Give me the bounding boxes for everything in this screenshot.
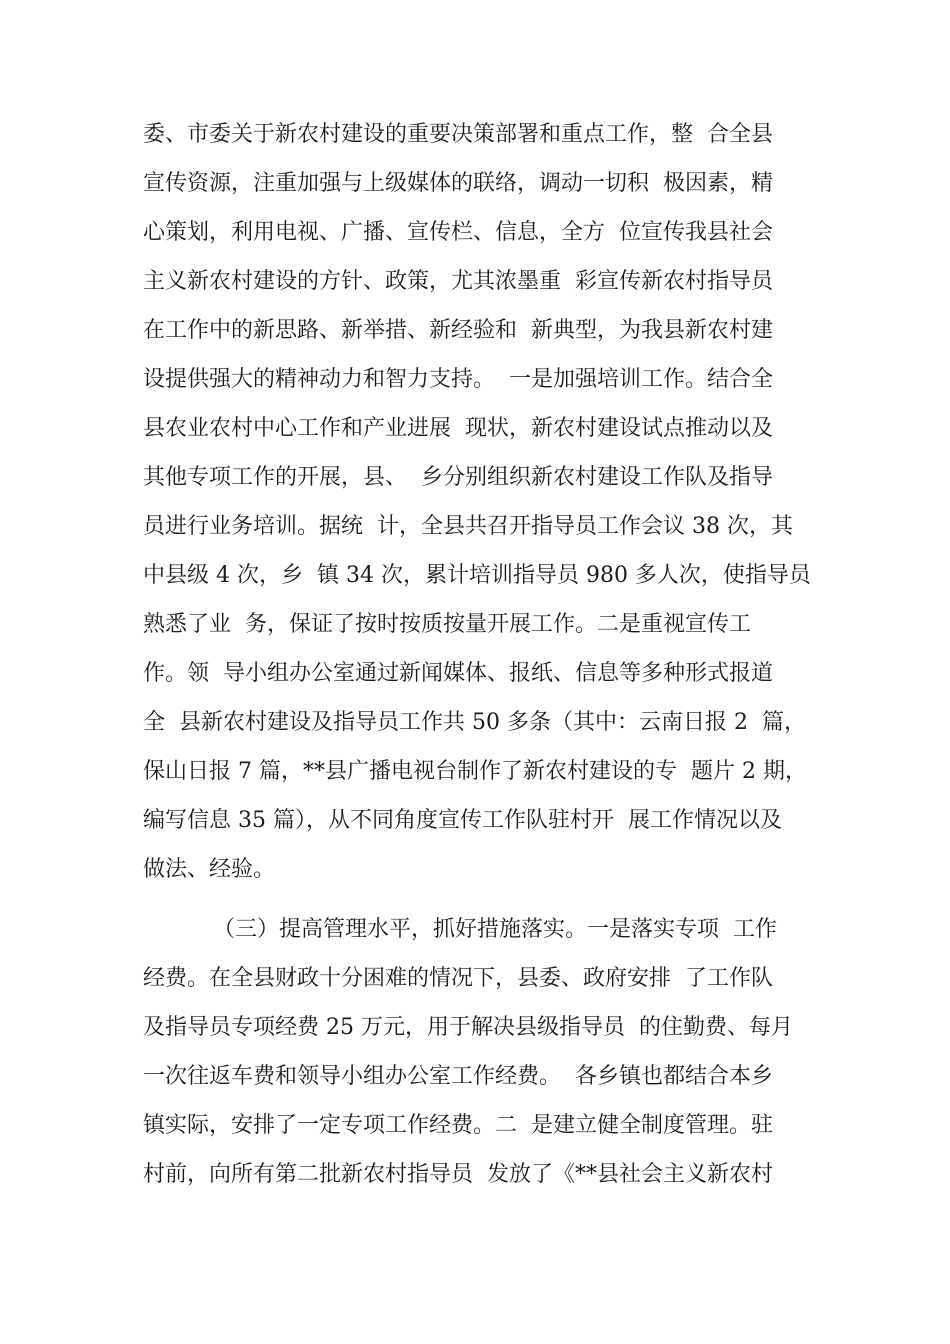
text-line: 心策划，利用电视、广播、宣传栏、信息，全方 位宣传我县社会	[143, 220, 773, 245]
text-line: 员进行业务培训。据统 计，全县共召开指导员工作会议 38 次，其	[143, 514, 793, 539]
text-line: 熟悉了业 务，保证了按时按质按量开展工作。二是重视宣传工	[143, 612, 751, 637]
text-line: 作。领 导小组办公室通过新闻媒体、报纸、信息等多种形式报道	[143, 661, 773, 686]
text-line: 经费。在全县财政十分困难的情况下，县委、政府安排 了工作队	[143, 966, 773, 991]
text-line: 中县级 4 次，乡 镇 34 次，累计培训指导员 980 多人次，使指导员	[143, 563, 811, 588]
text-line: 保山日报 7 篇，**县广播电视台制作了新农村建设的专 题片 2 期，	[143, 759, 807, 784]
paragraph-first-line: （三）提高管理水平，抓好措施落实。一是落实专项 工作	[213, 917, 777, 942]
text-line: 设提供强大的精神动力和智力支持。 一是加强培训工作。结合全	[143, 367, 773, 392]
text-line: 主义新农村建设的方针、政策，尤其浓墨重 彩宣传新农村指导员	[143, 269, 773, 294]
text-line: 及指导员专项经费 25 万元，用于解决县级指导员 的住勤费、每月	[143, 1015, 793, 1040]
text-line: 宣传资源，注重加强与上级媒体的联络，调动一切积 极因素，精	[143, 171, 773, 196]
text-line: 一次往返车费和领导小组办公室工作经费。 各乡镇也都结合本乡	[143, 1064, 773, 1089]
text-line: 做法、经验。	[143, 857, 276, 882]
text-line: 村前，向所有第二批新农村指导员 发放了《**县社会主义新农村	[143, 1162, 773, 1187]
text-line: 其他专项工作的开展，县、 乡分别组织新农村建设工作队及指导	[143, 465, 773, 490]
text-line: 全 县新农村建设及指导员工作共 50 多条（其中：云南日报 2 篇，	[143, 710, 806, 735]
text-line: 委、市委关于新农村建设的重要决策部署和重点工作，整 合全县	[143, 122, 773, 147]
text-line: 在工作中的新思路、新举措、新经验和 新典型，为我县新农村建	[143, 318, 773, 343]
text-line: 镇实际，安排了一定专项工作经费。二 是建立健全制度管理。驻	[143, 1113, 773, 1138]
text-line: 编写信息 35 篇），从不同角度宣传工作队驻村开 展工作情况以及	[143, 808, 782, 833]
text-line: 县农业农村中心工作和产业进展 现状，新农村建设试点推动以及	[143, 416, 773, 441]
